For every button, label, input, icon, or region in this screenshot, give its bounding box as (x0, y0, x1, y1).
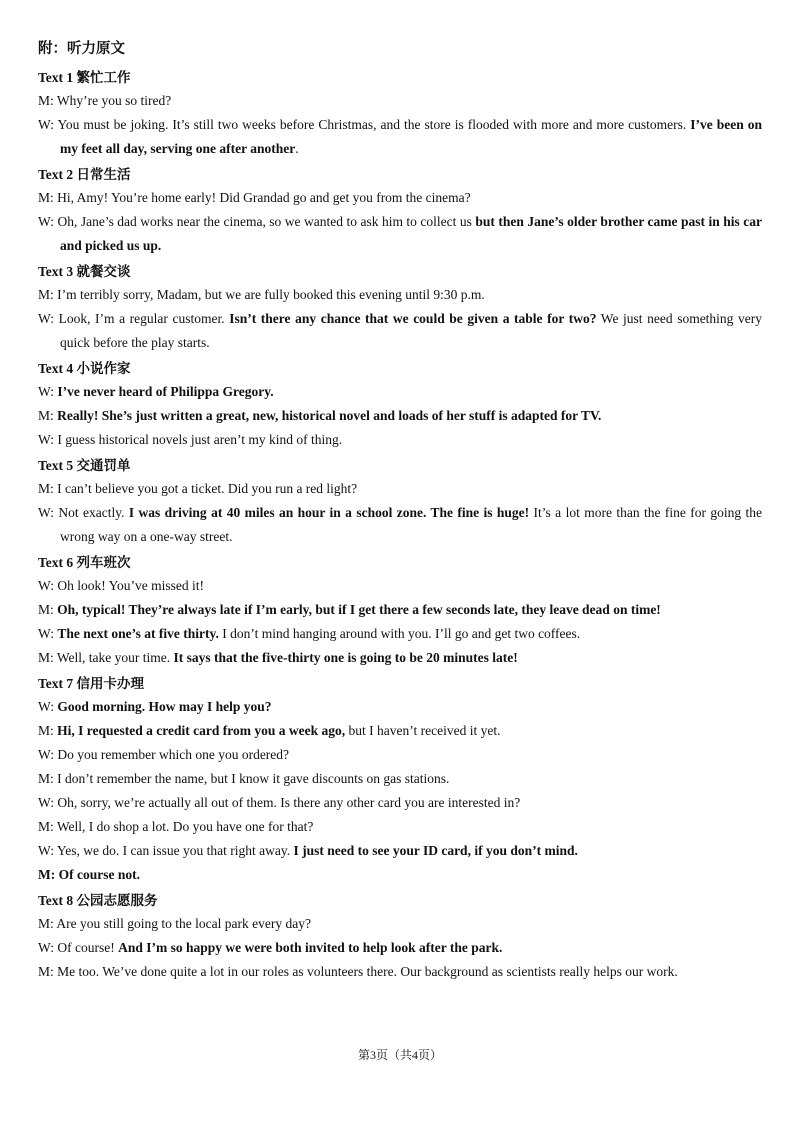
dialogue-line (38, 477, 762, 501)
dialogue-line (38, 646, 762, 670)
dialogue-line (38, 404, 762, 428)
text-segment: but I haven’t received it yet. (345, 723, 501, 738)
dialogue-line (38, 574, 762, 598)
bold-segment: but then Jane’s older brother came past in his car and picked us up. (60, 214, 762, 253)
dialogue-line (38, 501, 762, 549)
dialogue-line (38, 428, 762, 452)
page-heading: 附：听力原文 (38, 41, 125, 57)
dialogue-line (38, 283, 762, 307)
text-segment: M: (38, 408, 58, 423)
dialogue-line (38, 767, 762, 791)
dialogue-line (38, 113, 762, 161)
text-section (38, 358, 762, 452)
page-footer: 第3页（共4页） (357, 1048, 442, 1062)
section-title: Text 2 日常生活 (38, 167, 131, 182)
text-segment: W: (38, 626, 58, 641)
bold-segment: Good morning. How may I help you? (57, 699, 272, 714)
bold-segment: And I’m so happy we were both invited to help look after the park. (118, 940, 503, 955)
text-section (38, 67, 762, 161)
text-segment: M: I don’t remember the name, but I know it gave discounts on gas stations. (38, 771, 450, 786)
bold-segment: M: Of course not. (38, 867, 140, 882)
section-title: Text 1 繁忙工作 (38, 70, 131, 85)
text-segment: . (295, 141, 299, 156)
dialogue-line (38, 719, 762, 743)
dialogue-line (38, 695, 762, 719)
text-segment: M: (38, 602, 58, 617)
text-segment: M: Hi, Amy! You’re home early! Did Grandad go and get you from the cinema? (38, 190, 471, 205)
text-segment: W: Yes, we do. I can issue you that right away. (38, 843, 294, 858)
text-segment: M: Well, take your time. (38, 650, 174, 665)
text-section (38, 164, 762, 258)
text-segment: W: Do you remember which one you ordered? (38, 747, 290, 762)
text-section (38, 673, 762, 887)
text-segment: M: Well, I do shop a lot. Do you have one for that? (38, 819, 314, 834)
dialogue-line (38, 791, 762, 815)
text-segment: W: (38, 384, 58, 399)
dialogue-line (38, 839, 762, 863)
section-title: Text 6 列车班次 (38, 555, 131, 570)
text-segment: M: Me too. We’ve done quite a lot in our roles as volunteers there. Our background as scientists really helps our work. (38, 964, 678, 979)
bold-segment: It says that the five-thirty one is going to be 20 minutes late! (173, 650, 518, 665)
section-title: Text 3 就餐交谈 (38, 264, 131, 279)
dialogue-line (38, 960, 762, 984)
text-section (38, 552, 762, 670)
text-segment: M: I can’t believe you got a ticket. Did you run a red light? (38, 481, 358, 496)
text-segment: We just need something very quick before the play starts. (60, 311, 763, 350)
dialogue-line (38, 598, 762, 622)
dialogue-line (38, 936, 762, 960)
text-segment: W: Of course! (38, 940, 119, 955)
text-segment: M: Are you still going to the local park every day? (38, 916, 311, 931)
dialogue-line (38, 210, 762, 258)
bold-segment: I was driving at 40 miles an hour in a school zone. The fine is huge! (128, 505, 530, 520)
text-section (38, 261, 762, 355)
dialogue-line (38, 815, 762, 839)
text-segment: M: Why’re you so tired? (38, 93, 172, 108)
dialogue-line (38, 912, 762, 936)
text-segment: W: Look, I’m a regular customer. (38, 311, 230, 326)
bold-segment: Hi, I requested a credit card from you a week ago, (57, 723, 346, 738)
dialogue-line (38, 307, 762, 355)
dialogue-line (38, 863, 762, 887)
bold-segment: I’ve never heard of Philippa Gregory. (57, 384, 274, 399)
dialogue-line (38, 89, 762, 113)
text-section (38, 455, 762, 549)
text-segment: W: Oh look! You’ve missed it! (38, 578, 204, 593)
text-segment: W: I guess historical novels just aren’t my kind of thing. (38, 432, 343, 447)
dialogue-line (38, 186, 762, 210)
dialogue-line (38, 743, 762, 767)
dialogue-line (38, 380, 762, 404)
bold-segment: The next one’s at five thirty. (57, 626, 219, 641)
section-title: Text 8 公园志愿服务 (38, 893, 158, 908)
text-segment: M: I’m terribly sorry, Madam, but we are fully booked this evening until 9:30 p.m. (38, 287, 485, 302)
text-segment: W: You must be joking. It’s still two weeks before Christmas, and the store is flooded with more and more customers. (38, 117, 691, 132)
bold-segment: I just need to see your ID card, if you don’t mind. (293, 843, 578, 858)
text-segment: M: (38, 723, 58, 738)
transcript-page (38, 38, 762, 984)
text-segment: It’s a lot more than the fine for going the wrong way on a one-way street. (60, 505, 762, 544)
section-title: Text 4 小说作家 (38, 361, 131, 376)
dialogue-line (38, 622, 762, 646)
transcript-sections (38, 67, 762, 984)
bold-segment: Oh, typical! They’re always late if I’m early, but if I get there a few seconds late, they leave dead on time! (57, 602, 661, 617)
section-title: Text 5 交通罚单 (38, 458, 131, 473)
text-segment: I don’t mind hanging around with you. I’ll go and get two coffees. (218, 626, 581, 641)
text-segment: W: Oh, Jane’s dad works near the cinema, so we wanted to ask him to collect us (38, 214, 476, 229)
bold-segment: Isn’t there any chance that we could be given a table for two? (229, 311, 597, 326)
text-segment: W: (38, 699, 58, 714)
section-title: Text 7 信用卡办理 (38, 676, 145, 691)
bold-segment: Really! She’s just written a great, new, historical novel and loads of her stuff is adapted for TV. (57, 408, 602, 423)
text-section (38, 890, 762, 984)
text-segment: W: Not exactly. (38, 505, 129, 520)
text-segment: W: Oh, sorry, we’re actually all out of them. Is there any other card you are interested in? (38, 795, 521, 810)
bold-segment: I’ve been on my feet all day, serving one after another (60, 117, 762, 156)
